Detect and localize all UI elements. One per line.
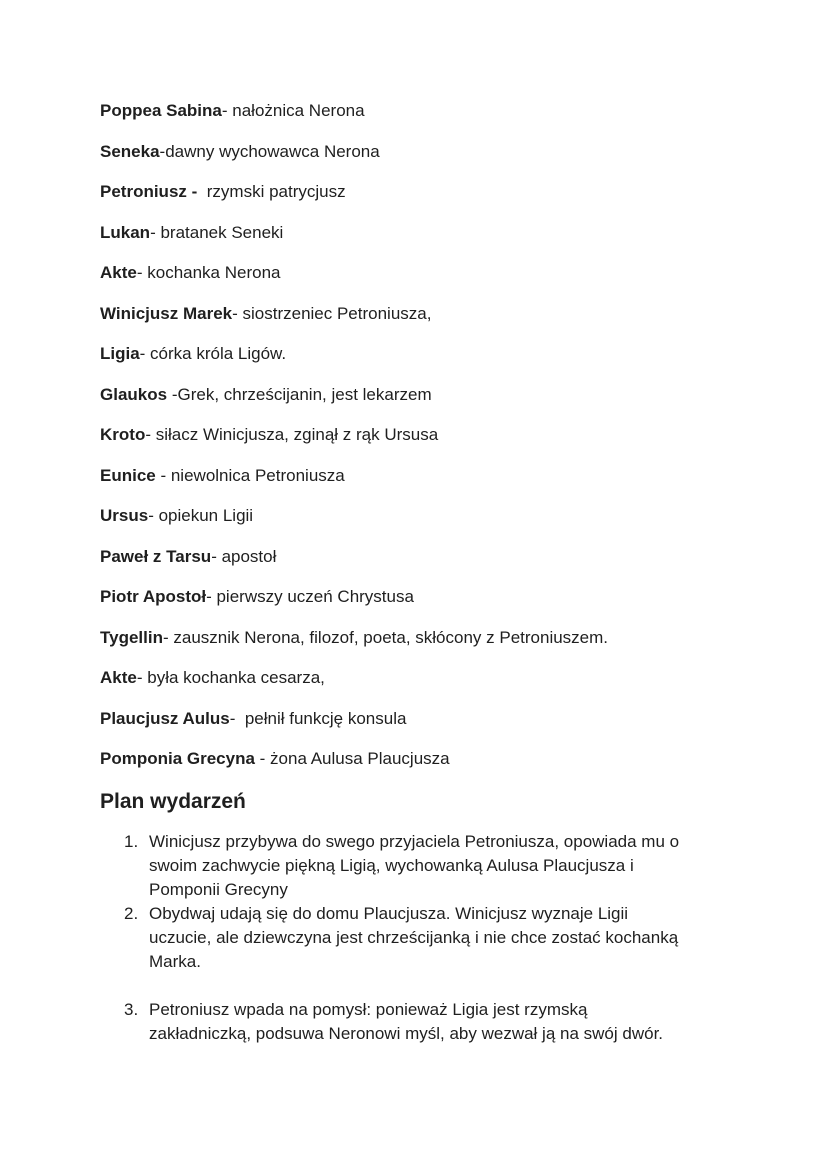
character-description: - siostrzeniec Petroniusza, (232, 303, 432, 323)
character-line (100, 666, 740, 689)
character-name: Seneka (100, 141, 160, 161)
character-description: - siłacz Winicjusza, zginął z rąk Ursusa (145, 425, 439, 444)
character-name: Plaucjusz Aulus (100, 708, 230, 728)
character-description: - córka króla Ligów. (139, 344, 287, 363)
character-name: Paweł z Tarsu (100, 546, 212, 566)
character-description: - opiekun Ligii (148, 506, 254, 525)
character-line (100, 626, 740, 649)
character-name: Akte (100, 668, 137, 687)
list-item-text: Petroniusz wpada na pomysł: ponieważ Ligia jest rzymską zakładniczką, podsuwa Neronowi myśl, aby wezwał ją na swój dwór. (149, 999, 664, 1043)
character-line (100, 545, 740, 568)
character-name: Kroto (100, 425, 146, 444)
list-item-number: 2. (124, 903, 139, 923)
character-line (100, 99, 740, 122)
character-name: Akte (100, 263, 137, 282)
list-item-number: 1. (124, 831, 139, 851)
list-item (100, 830, 740, 902)
character-name: Ligia (100, 344, 140, 363)
character-description: -dawny wychowawca Nerona (159, 141, 380, 161)
character-line (100, 261, 740, 284)
character-line (100, 585, 740, 608)
character-line (100, 707, 740, 730)
character-description: - niewolnica Petroniusza (155, 465, 345, 485)
character-line (100, 180, 740, 203)
character-name: Ursus (100, 506, 149, 525)
character-description: rzymski patrycjusz (197, 182, 346, 201)
character-name: Winicjusz Marek (100, 303, 233, 323)
character-line (100, 221, 740, 244)
events-list (100, 830, 740, 1046)
character-description: - zausznik Nerona, filozof, poeta, skłócony z Petroniuszem. (162, 627, 609, 647)
character-line (100, 464, 740, 487)
character-line (100, 747, 740, 770)
character-description: - była kochanka cesarza, (136, 668, 325, 687)
character-name: Pomponia Grecyna (100, 749, 255, 768)
character-name: Petroniusz - (100, 182, 198, 201)
character-description: - pierwszy uczeń Chrystusa (206, 587, 414, 606)
list-item-text: Winicjusz przybywa do swego przyjaciela Petroniusza, opowiada mu o swoim zachwycie piękną Ligią, wychowanką Aulusa Plaucjusza i Pomponii Grecyny (149, 831, 680, 899)
character-description: -Grek, chrześcijanin, jest lekarzem (167, 384, 432, 404)
character-description: - nałożnica Nerona (221, 101, 365, 120)
character-line (100, 423, 740, 446)
character-name: Poppea Sabina (100, 101, 222, 120)
list-item (100, 902, 740, 974)
character-description: - żona Aulusa Plaucjusza (254, 749, 450, 768)
character-description: - apostoł (211, 546, 277, 566)
character-line (100, 504, 740, 527)
character-name: Tygellin (100, 627, 163, 647)
list-item-number: 3. (124, 999, 139, 1019)
character-line (100, 302, 740, 325)
character-line (100, 383, 740, 406)
character-description: - pełnił funkcję konsula (229, 708, 407, 728)
section-heading: Plan wydarzeń (100, 789, 246, 813)
character-name: Lukan (100, 222, 151, 242)
document-page (100, 99, 740, 1046)
character-description: - kochanka Nerona (136, 263, 281, 282)
list-item-text: Obydwaj udają się do domu Plaucjusza. Winicjusz wyznaje Ligii uczucie, ale dziewczyna jest chrześcijanką i nie chce zostać kochanką Marka. (149, 903, 679, 971)
character-name: Eunice (100, 465, 156, 485)
list-item (100, 998, 740, 1046)
character-name: Piotr Apostoł (100, 587, 207, 606)
character-line (100, 140, 740, 163)
character-line (100, 342, 740, 365)
character-list (100, 99, 740, 770)
character-description: - bratanek Seneki (150, 222, 284, 242)
character-name: Glaukos (100, 384, 168, 404)
